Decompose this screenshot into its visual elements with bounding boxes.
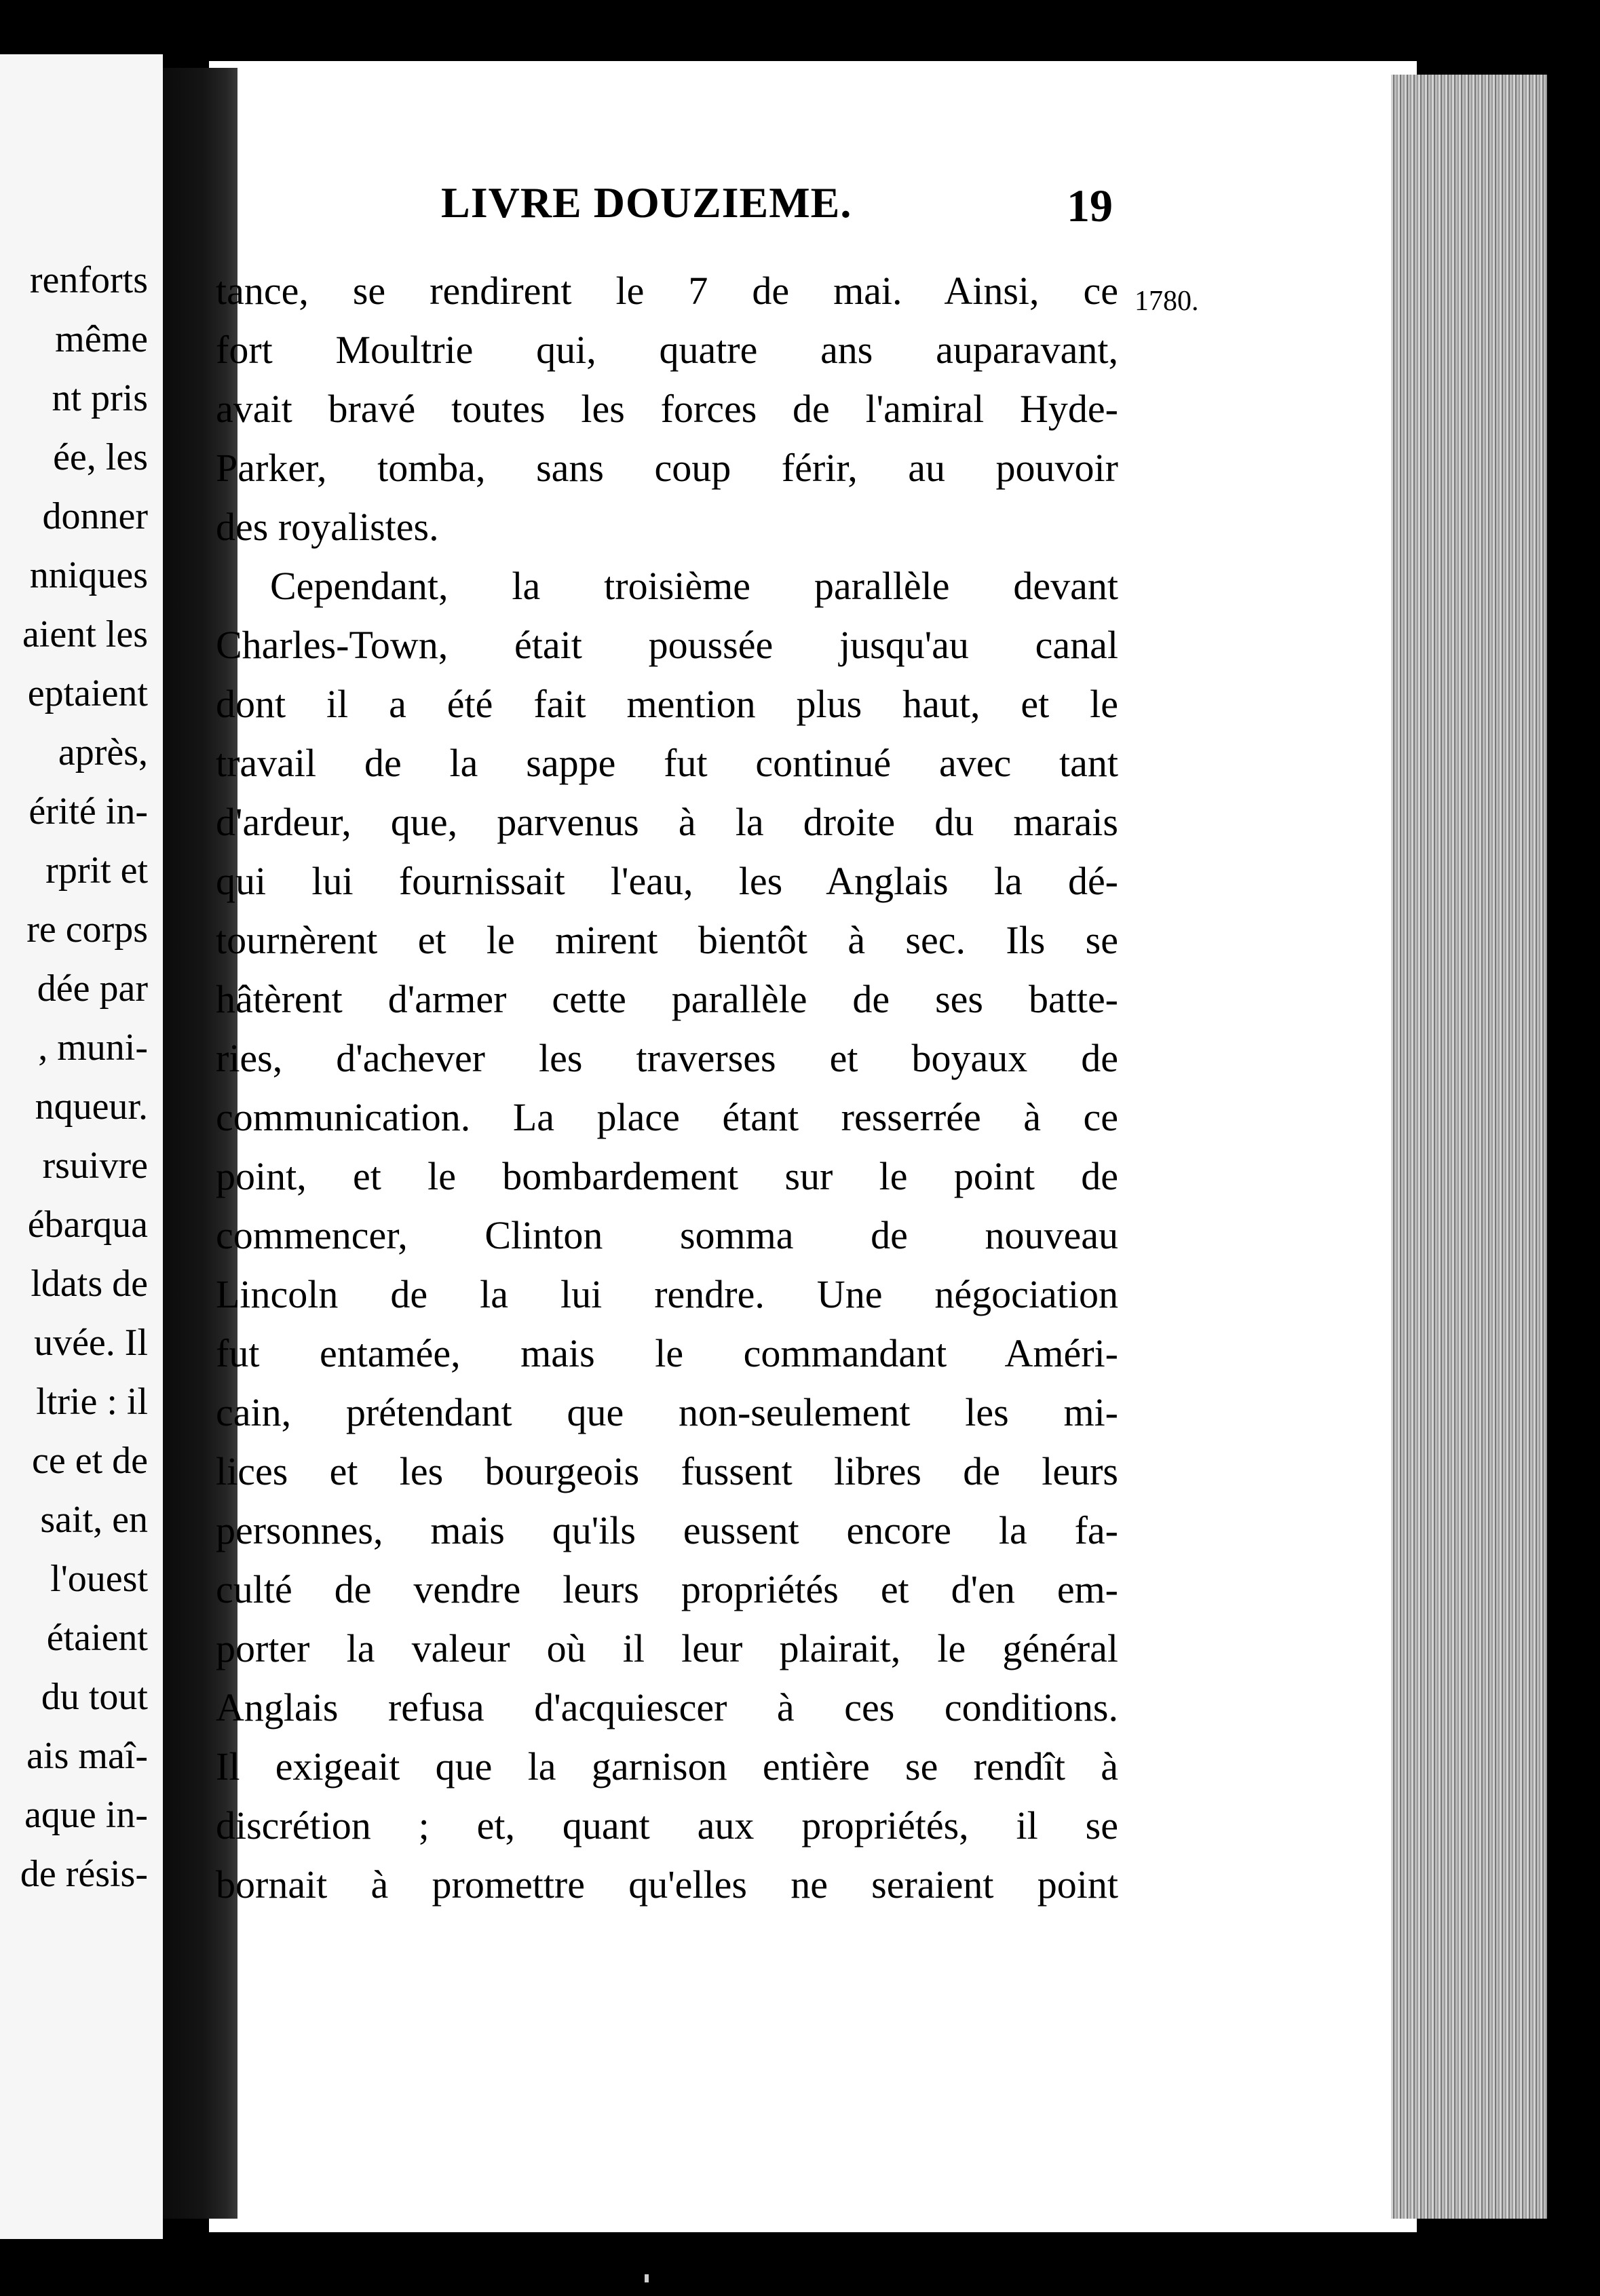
body-line: tance, se rendirent le 7 de mai. Ainsi, ce	[216, 269, 1118, 313]
facing-page-line: aque in-	[24, 1794, 148, 1836]
facing-page-line: nniques	[29, 554, 148, 596]
body-line: bornait à promettre qu'elles ne seraient point	[216, 1862, 1118, 1907]
page-number: 19	[1067, 180, 1113, 231]
facing-page-line: après,	[58, 731, 148, 773]
body-line: ries, d'achever les traverses et boyaux de	[216, 1036, 1118, 1080]
facing-page-line: uvée. Il	[34, 1322, 148, 1364]
body-line: discrétion ; et, quant aux propriétés, il se	[216, 1803, 1118, 1848]
body-line: tournèrent et le mirent bientôt à sec. Ils se	[216, 918, 1118, 962]
facing-page-line: ée, les	[53, 436, 148, 478]
body-line: Lincoln de la lui rendre. Une négociation	[216, 1272, 1118, 1316]
facing-page-line: renforts	[29, 259, 148, 301]
facing-page-line: l'ouest	[50, 1558, 148, 1600]
body-line: Parker, tomba, sans coup férir, au pouvoir	[216, 446, 1118, 490]
body-line: fort Moultrie qui, quatre ans auparavant,	[216, 328, 1118, 372]
facing-page-line: rsuivre	[42, 1145, 148, 1187]
facing-page-line: du tout	[41, 1676, 148, 1718]
body-line: hâtèrent d'armer cette parallèle de ses batte-	[216, 977, 1118, 1021]
body-line: point, et le bombardement sur le point de	[216, 1154, 1118, 1198]
page-edges	[1391, 75, 1547, 2219]
facing-page-line: ce et de	[32, 1440, 148, 1482]
facing-page-line: ldats de	[31, 1263, 148, 1305]
facing-page-line: nqueur.	[35, 1086, 148, 1128]
facing-page-line: ltrie : il	[36, 1381, 148, 1423]
facing-page-line: même	[55, 318, 148, 360]
body-line: Anglais refusa d'acquiescer à ces conditions.	[216, 1685, 1118, 1729]
body-line: communication. La place étant resserrée à ce	[216, 1095, 1118, 1139]
running-head-title: LIVRE DOUZIEME.	[441, 178, 852, 227]
body-line: dont il a été fait mention plus haut, et le	[216, 682, 1118, 726]
facing-page-line: rprit et	[45, 849, 148, 892]
facing-page-line: donner	[42, 495, 148, 537]
body-line: fut entamée, mais le commandant Améri-	[216, 1331, 1118, 1375]
facing-page-line: ais maî-	[26, 1735, 148, 1777]
facing-page-line: aient les	[22, 613, 148, 655]
body-line: des royalistes.	[216, 505, 439, 549]
facing-page-line: dée par	[37, 968, 148, 1010]
body-line: lices et les bourgeois fussent libres de leurs	[216, 1449, 1118, 1493]
body-line: culté de vendre leurs propriétés et d'en em-	[216, 1567, 1118, 1611]
facing-page-line: re corps	[26, 908, 148, 951]
facing-page-line: sait, en	[40, 1499, 148, 1541]
facing-page-line: , muni-	[38, 1027, 148, 1069]
body-line: qui lui fournissait l'eau, les Anglais la dé-	[216, 859, 1118, 903]
facing-page-line: de résis-	[20, 1853, 148, 1895]
facing-page	[0, 54, 163, 2239]
facing-page-line: érité in-	[28, 790, 148, 833]
facing-page-line: nt pris	[52, 377, 148, 419]
scan-speck	[645, 2274, 649, 2282]
facing-page-line: étaient	[46, 1617, 148, 1659]
body-line: Charles-Town, était poussée jusqu'au canal	[216, 623, 1118, 667]
body-line: avait bravé toutes les forces de l'amiral Hyde-	[216, 387, 1118, 431]
body-line: Il exigeait que la garnison entière se rendît à	[216, 1744, 1118, 1788]
body-line: travail de la sappe fut continué avec tant	[216, 741, 1118, 785]
paragraph-start-line: Cependant, la troisième parallèle devant	[270, 564, 1118, 608]
body-line: d'ardeur, que, parvenus à la droite du marais	[216, 800, 1118, 844]
body-line: cain, prétendant que non-seulement les mi-	[216, 1390, 1118, 1434]
year-margin-note: 1780.	[1135, 286, 1199, 317]
body-line: porter la valeur où il leur plairait, le général	[216, 1626, 1118, 1670]
facing-page-line: eptaient	[27, 672, 148, 714]
body-line: commencer, Clinton somma de nouveau	[216, 1213, 1118, 1257]
facing-page-line: ébarqua	[27, 1204, 148, 1246]
body-line: personnes, mais qu'ils eussent encore la fa-	[216, 1508, 1118, 1552]
running-head	[234, 178, 1113, 232]
